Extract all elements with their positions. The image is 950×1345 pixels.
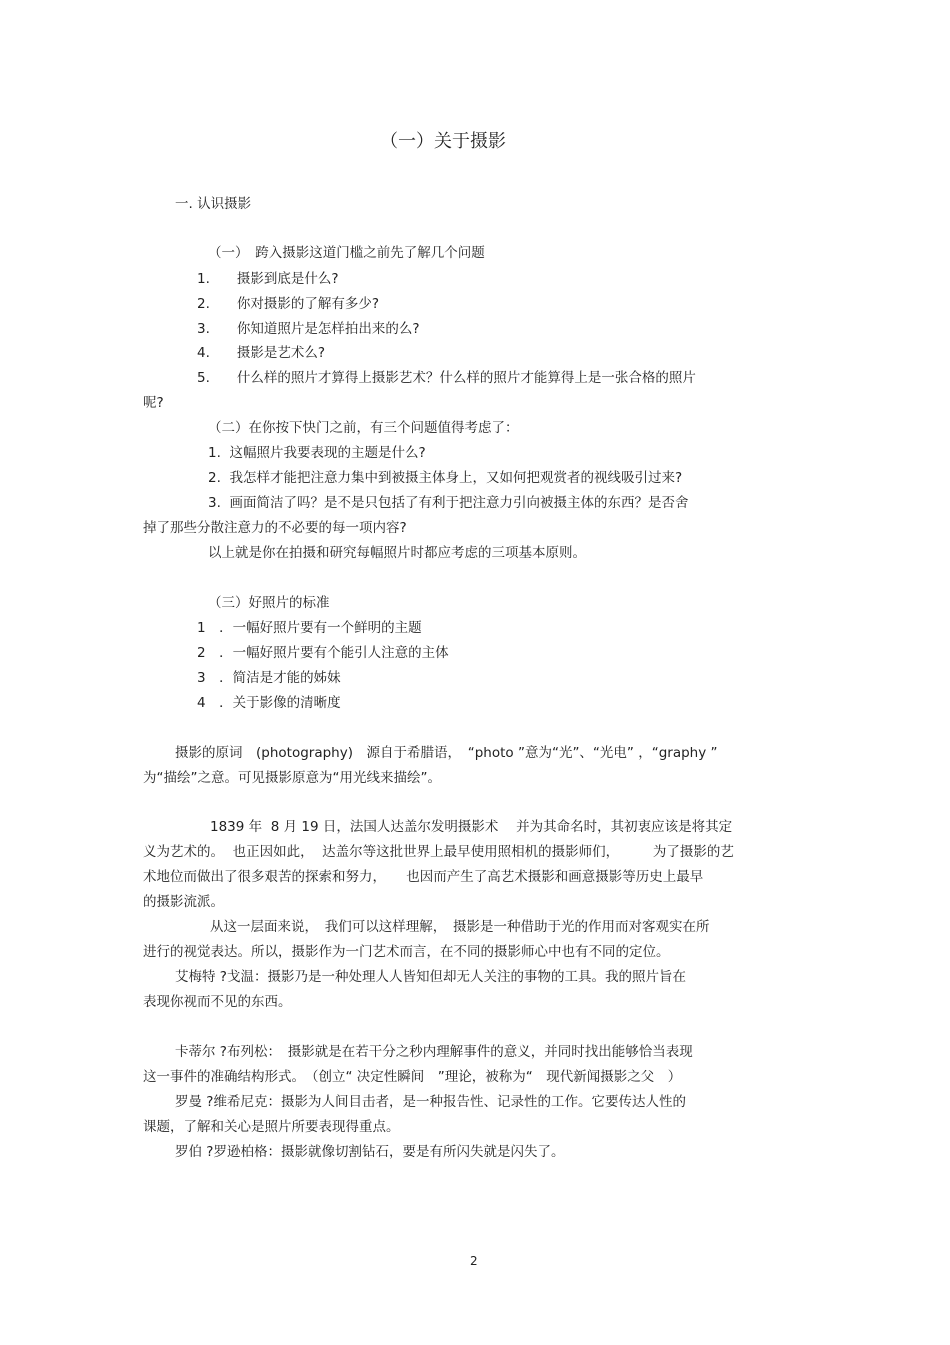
paragraph-line: 术地位而做出了很多艰苦的探索和努力， 也因而产生了高艺术摄影和画意摄影等历史上最早 bbox=[143, 869, 704, 885]
paragraph-line: 的摄影流派。 bbox=[143, 894, 224, 910]
paragraph-line: 进行的视觉表达。所以，摄影作为一门艺术而言，在不同的摄影师心中也有不同的定位。 bbox=[143, 944, 670, 960]
list-item: 3. 画面简洁了吗？是不是只包括了有利于把注意力引向被摄主体的东西？是否舍 bbox=[208, 495, 689, 511]
summary-text: 以上就是你在拍摄和研究每幅照片时都应考虑的三项基本原则。 bbox=[208, 545, 586, 561]
page-title: （一）关于摄影 bbox=[380, 131, 506, 152]
list-item-continuation: 掉了那些分散注意力的不必要的每一项内容? bbox=[143, 520, 407, 536]
paragraph-line: 从这一层面来说， 我们可以这样理解， 摄影是一种借助于光的作用而对客观实在所 bbox=[210, 919, 710, 935]
list-item: 5. 什么样的照片才算得上摄影艺术？什么样的照片才能算得上是一张合格的照片 bbox=[197, 370, 696, 386]
quote-line: 罗曼 ?维希尼克：摄影为人间目击者，是一种报告性、记录性的工作。它要传达人性的 bbox=[175, 1094, 686, 1110]
list-item: 4. 摄影是艺术么? bbox=[197, 345, 326, 361]
list-item: 2. 我怎样才能把注意力集中到被摄主体身上，又如何把观赏者的视线吸引过来? bbox=[208, 470, 683, 486]
subsection-heading: （三）好照片的标准 bbox=[208, 595, 330, 611]
list-item: 3 ．简洁是才能的姊妹 bbox=[197, 670, 341, 686]
quote-line: 艾梅特 ?戈温：摄影乃是一种处理人人皆知但却无人关注的事物的工具。我的照片旨在 bbox=[175, 969, 686, 985]
subsection-heading: （一） 跨入摄影这道门槛之前先了解几个问题 bbox=[208, 245, 485, 261]
quote-line: 卡蒂尔 ?布列松： 摄影就是在若干分之秒内理解事件的意义，并同时找出能够恰当表现 bbox=[175, 1044, 693, 1060]
paragraph-line: 1839 年 8 月 19 日，法国人达盖尔发明摄影术 并为其命名时，其初衷应该是将其定 bbox=[210, 819, 733, 835]
page-number: 2 bbox=[470, 1254, 478, 1268]
list-item: 2 ．一幅好照片要有个能引人注意的主体 bbox=[197, 645, 449, 661]
section-heading: 一. 认识摄影 bbox=[175, 196, 252, 212]
quote-line: 罗伯 ?罗逊柏格：摄影就像切割钻石，要是有所闪失就是闪失了。 bbox=[175, 1144, 565, 1160]
paragraph-line: 为“描绘”之意。可见摄影原意为“用光线来描绘”。 bbox=[143, 770, 441, 786]
list-item: 2. 你对摄影的了解有多少? bbox=[197, 296, 380, 312]
list-item: 4 ．关于影像的清晰度 bbox=[197, 695, 341, 711]
list-item: 1. 这幅照片我要表现的主题是什么? bbox=[208, 445, 426, 461]
paragraph-line: 摄影的原词 (photography) 源自于希腊语， “photo ”意为“光”、“光电” ，“graphy ” bbox=[175, 745, 718, 761]
paragraph-line: 义为艺术的。 也正因如此， 达盖尔等这批世界上最早使用照相机的摄影师们， 为了摄影的艺 bbox=[143, 844, 734, 860]
quote-line: 这一事件的准确结构形式。 （创立“ 决定性瞬间 ”理论，被称为“ 现代新闻摄影之父 ） bbox=[143, 1069, 682, 1085]
subsection-heading: （二）在你按下快门之前，有三个问题值得考虑了： bbox=[208, 420, 519, 436]
list-item: 1 ．一幅好照片要有一个鲜明的主题 bbox=[197, 620, 422, 636]
list-item-continuation: 呢? bbox=[143, 395, 164, 411]
quote-line: 课题，了解和关心是照片所要表现得重点。 bbox=[143, 1119, 400, 1135]
quote-line: 表现你视而不见的东西。 bbox=[143, 994, 292, 1010]
list-item: 1. 摄影到底是什么? bbox=[197, 271, 339, 287]
list-item: 3. 你知道照片是怎样拍出来的么? bbox=[197, 321, 420, 337]
